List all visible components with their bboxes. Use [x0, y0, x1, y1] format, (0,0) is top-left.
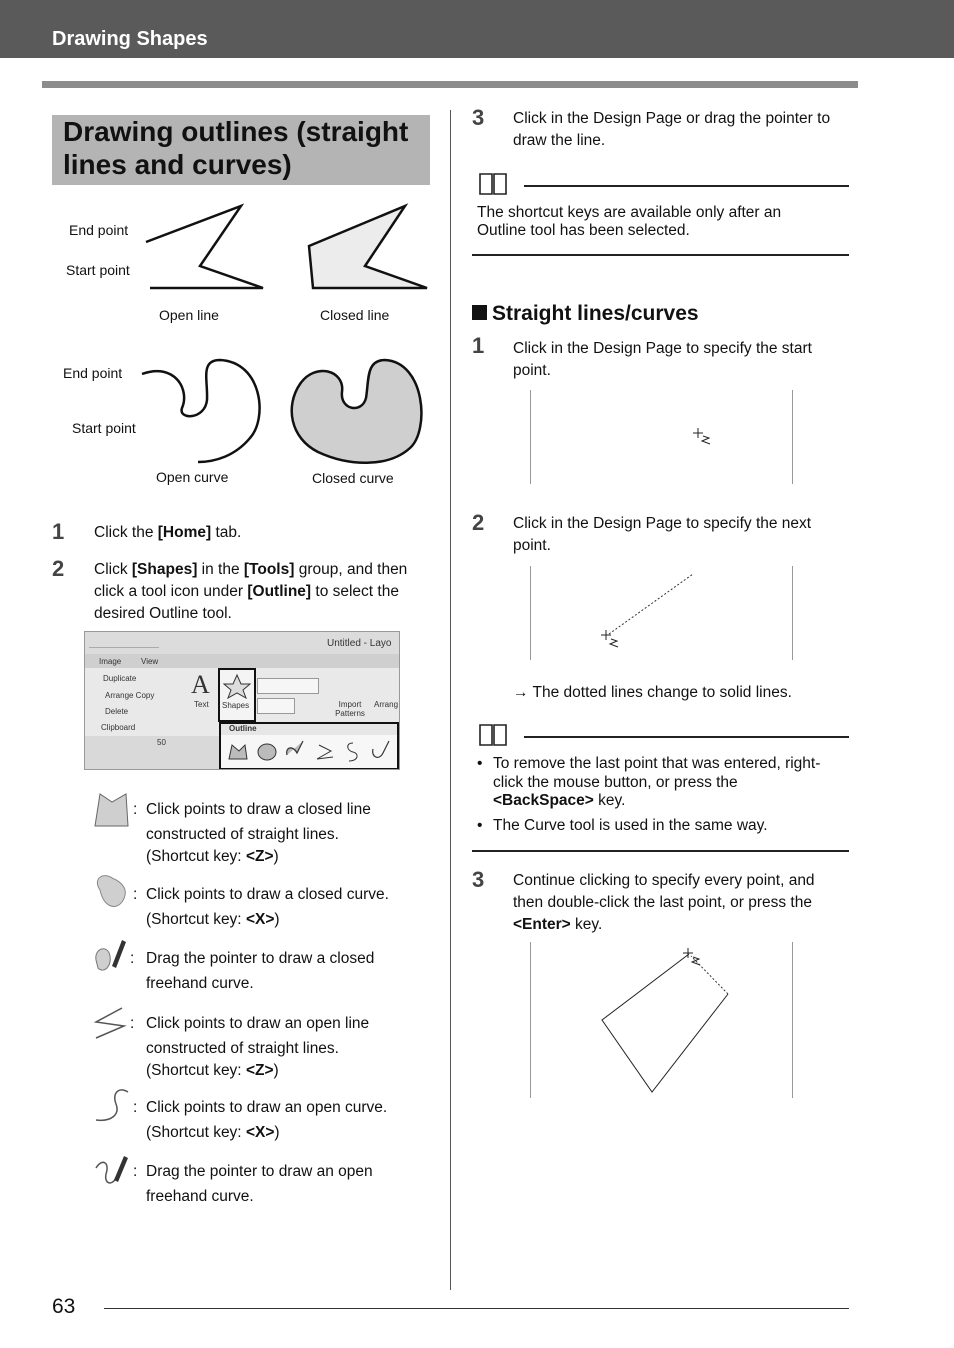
tool-desc-closed-line: Click points to draw a closed line constructed of straight lines. (Shortcut key: <Z>): [146, 801, 371, 865]
closed-curve-tool-icon: [97, 876, 125, 907]
header-title: Drawing Shapes: [52, 28, 208, 50]
note-end-rule: [472, 850, 849, 852]
closed-freehand-tool-icon: [112, 940, 126, 968]
result-text: → The dotted lines change to solid lines.: [513, 684, 792, 701]
tab-view[interactable]: View: [141, 657, 159, 666]
arrange-button[interactable]: Arrang: [374, 700, 399, 709]
caption-open-line: Open line: [159, 307, 219, 323]
outline-gallery: [219, 722, 399, 770]
caption-open-curve: Open curve: [156, 469, 229, 485]
closed-curve-tool-icon: [258, 744, 276, 760]
lines-diagram: [0, 0, 954, 500]
text-tool-icon[interactable]: A: [191, 670, 210, 699]
delete-button[interactable]: Delete: [105, 707, 129, 716]
closed-line-shape: [309, 206, 427, 288]
tool-desc-open-curve: Click points to draw an open curve. (Shortcut key: <X>): [146, 1099, 388, 1141]
step-number: 1: [472, 333, 485, 358]
outline-label: Outline: [221, 724, 397, 735]
step1-text: Click the [Home] tab.: [94, 524, 242, 541]
design-page-preview-2: [530, 566, 793, 660]
outline-tool-icons: [221, 737, 397, 767]
pen-cursor-icon: [693, 428, 710, 444]
pan-tools[interactable]: [257, 698, 295, 714]
closed-freehand-tool-icon: [287, 741, 303, 755]
colon: :: [130, 1015, 135, 1032]
duplicate-button[interactable]: Duplicate: [103, 674, 137, 683]
clipboard-group-label: Clipboard: [101, 723, 136, 732]
open-line-shape: [146, 206, 263, 288]
step-number: 2: [52, 556, 65, 581]
ribbon-tab-strip: [85, 654, 399, 668]
design-page-preview-1: [530, 390, 793, 484]
tool-desc-open-freehand: Drag the pointer to draw an open freehand curve.: [146, 1163, 373, 1205]
step1-right-text: Click in the Design Page to specify the start point.: [513, 340, 812, 379]
dotted-closing-line: [691, 956, 728, 994]
label-curve-end-point: End point: [63, 365, 123, 381]
step-number: 3: [472, 867, 485, 892]
bullet-2: •: [477, 817, 483, 834]
dotted-line: [609, 574, 693, 634]
tool-desc-closed-curve: Click points to draw a closed curve. (Shortcut key: <X>): [146, 886, 389, 928]
solid-polyline: [602, 954, 728, 1092]
step-number: 1: [52, 519, 65, 544]
arrange-copy-button[interactable]: Arrange Copy: [105, 691, 155, 700]
open-freehand-tool-icon: [114, 1156, 128, 1182]
design-page-preview-3: [530, 942, 793, 1098]
note2-bullet1-text: To remove the last point that was entered, right- click the mouse button, or press the <BackSpace> key.: [493, 755, 821, 809]
note-rule: [524, 185, 849, 187]
colon: :: [133, 1099, 138, 1116]
tool-icon-column: [92, 790, 135, 1230]
step3-text: Click in the Design Page or drag the pointer to draw the line.: [513, 110, 831, 149]
open-curve-tool-icon: [96, 1090, 128, 1120]
colon: :: [133, 886, 138, 903]
closed-curve-shape: [292, 360, 422, 463]
footer-rule: [104, 1308, 849, 1309]
zoom-tools[interactable]: [257, 678, 319, 694]
open-line-tool-icon: [96, 1008, 124, 1038]
caption-closed-line: Closed line: [320, 307, 390, 323]
note-rule: [524, 736, 849, 738]
step-number: 3: [472, 105, 485, 130]
tab-image[interactable]: Image: [99, 657, 122, 666]
label-end-point: End point: [69, 222, 129, 238]
open-freehand-tool-icon: [373, 741, 389, 757]
ribbon-screenshot: [84, 631, 400, 770]
star-icon: [222, 673, 252, 699]
open-line-tool-icon: [317, 745, 333, 759]
import-patterns-button[interactable]: Import Patterns: [335, 700, 365, 718]
ruler-mark: 50: [157, 738, 166, 747]
page-number: 63: [52, 1295, 76, 1318]
closed-line-tool-icon: [229, 745, 247, 759]
square-bullet-icon: [472, 305, 487, 320]
note2-bullet2-text: The Curve tool is used in the same way.: [493, 817, 768, 834]
colon: :: [130, 950, 135, 967]
step2-right-text: Click in the Design Page to specify the next point.: [513, 515, 812, 554]
ribbon-title-bar: [85, 632, 399, 654]
colon: :: [133, 1163, 138, 1180]
subsection-title: Straight lines/curves: [472, 302, 699, 326]
colon: :: [133, 801, 138, 818]
text-button[interactable]: Text: [194, 700, 209, 709]
tool-desc-closed-freehand: Drag the pointer to draw a closed freehand curve.: [146, 950, 375, 992]
step2-text: Click [Shapes] in the [Tools] group, and then click a tool icon under [Outline] to select the desired Outline tool.: [94, 561, 408, 622]
step3-right-text: Continue clicking to specify every point, and then double-click the last point, or press the <Enter> key.: [513, 872, 815, 933]
note-end-rule: [472, 254, 849, 256]
label-curve-start-point: Start point: [72, 420, 136, 436]
open-curve-shape: [142, 360, 260, 462]
note-icon: [478, 170, 508, 196]
shapes-button[interactable]: Shapes: [218, 668, 256, 722]
step-number: 2: [472, 510, 485, 535]
closed-line-tool-icon: [95, 794, 128, 826]
note-icon: [478, 721, 508, 747]
bullet-1: •: [477, 755, 483, 772]
label-start-point: Start point: [66, 262, 130, 278]
window-title: Untitled - Layo: [327, 638, 392, 649]
section-title: Drawing outlines (straight lines and curves): [63, 116, 409, 180]
open-curve-tool-icon: [348, 743, 357, 761]
caption-closed-curve: Closed curve: [312, 470, 394, 486]
tool-desc-open-line: Click points to draw an open line constructed of straight lines. (Shortcut key: <Z>): [146, 1015, 370, 1079]
note-text: The shortcut keys are available only after an Outline tool has been selected.: [477, 204, 782, 239]
quick-access-toolbar[interactable]: [89, 637, 159, 648]
pen-cursor-icon: [601, 630, 618, 647]
